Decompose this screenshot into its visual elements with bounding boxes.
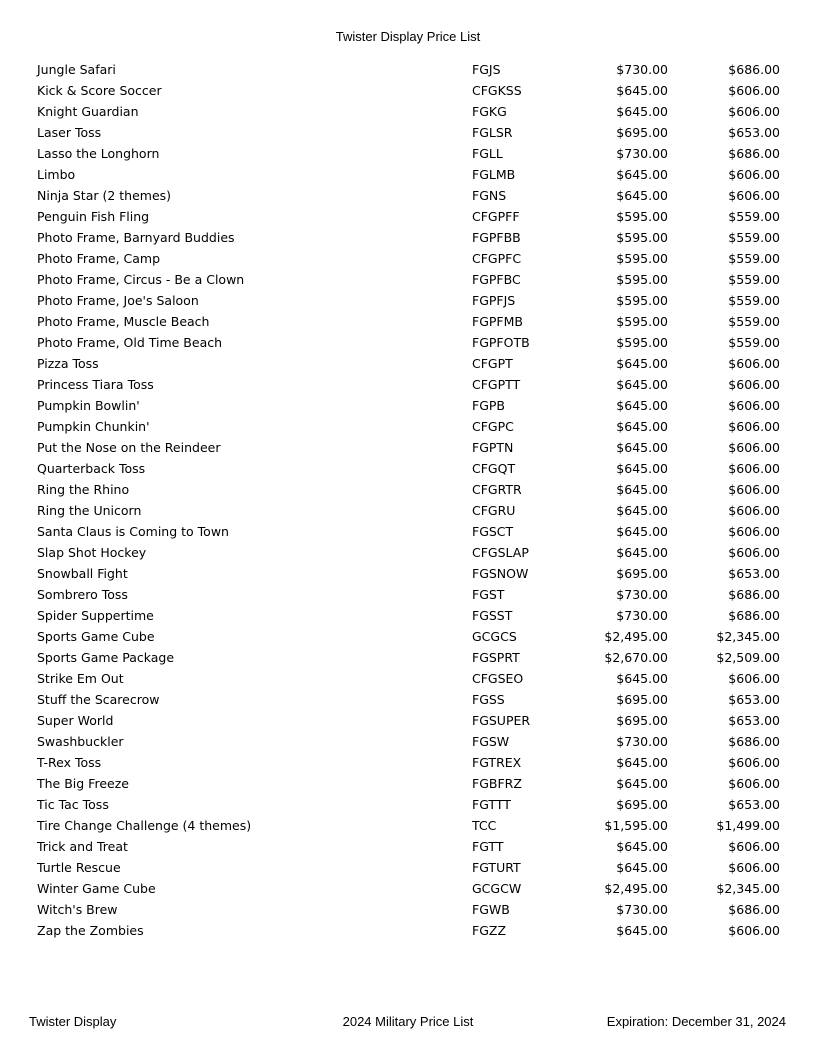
item-price: $645.00 (616, 860, 668, 875)
table-row (37, 248, 780, 269)
item-name: Limbo (37, 167, 76, 182)
table-row (37, 731, 780, 752)
item-military-price: $686.00 (728, 734, 780, 749)
item-code: CFGRU (472, 503, 516, 518)
item-military-price: $559.00 (728, 251, 780, 266)
item-price: $645.00 (616, 104, 668, 119)
item-military-price: $606.00 (728, 188, 780, 203)
table-row (37, 647, 780, 668)
item-name: Ring the Unicorn (37, 503, 142, 518)
item-military-price: $606.00 (728, 377, 780, 392)
item-code: FGWB (472, 902, 510, 917)
item-name: Sombrero Toss (37, 587, 128, 602)
item-name: Put the Nose on the Reindeer (37, 440, 221, 455)
item-price: $730.00 (616, 608, 668, 623)
table-row (37, 143, 780, 164)
item-military-price: $2,345.00 (716, 629, 780, 644)
item-code: FGPTN (472, 440, 514, 455)
item-name: Ninja Star (2 themes) (37, 188, 172, 203)
item-code: CFGQT (472, 461, 516, 476)
item-military-price: $653.00 (728, 713, 780, 728)
item-code: FGPFOTB (472, 335, 530, 350)
item-name: Pumpkin Chunkin' (37, 419, 150, 434)
item-price: $595.00 (616, 335, 668, 350)
table-row (37, 290, 780, 311)
item-price: $645.00 (616, 923, 668, 938)
item-price: $645.00 (616, 671, 668, 686)
table-row (37, 458, 780, 479)
item-name: Jungle Safari (37, 62, 116, 77)
table-row (37, 437, 780, 458)
item-code: CFGKSS (472, 83, 522, 98)
item-military-price: $686.00 (728, 587, 780, 602)
item-name: Photo Frame, Muscle Beach (37, 314, 210, 329)
item-name: Ring the Rhino (37, 482, 130, 497)
item-code: FGSW (472, 734, 510, 749)
item-military-price: $606.00 (728, 923, 780, 938)
item-price: $1,595.00 (604, 818, 668, 833)
item-military-price: $606.00 (728, 545, 780, 560)
item-name: Slap Shot Hockey (37, 545, 147, 560)
table-row (37, 773, 780, 794)
item-code: FGPFBB (472, 230, 521, 245)
item-code: FGTT (472, 839, 504, 854)
item-price: $645.00 (616, 545, 668, 560)
table-row (37, 353, 780, 374)
item-name: Quarterback Toss (37, 461, 146, 476)
item-military-price: $653.00 (728, 692, 780, 707)
item-military-price: $606.00 (728, 83, 780, 98)
item-code: FGLMB (472, 167, 516, 182)
item-name: The Big Freeze (37, 776, 129, 791)
table-row (37, 80, 780, 101)
item-price: $645.00 (616, 839, 668, 854)
item-name: Strike Em Out (37, 671, 124, 686)
item-name: Photo Frame, Joe's Saloon (37, 293, 199, 308)
item-code: FGSST (472, 608, 513, 623)
table-row (37, 668, 780, 689)
item-price: $595.00 (616, 314, 668, 329)
item-name: Spider Suppertime (37, 608, 154, 623)
item-name: Pizza Toss (37, 356, 99, 371)
table-row (37, 479, 780, 500)
item-price: $595.00 (616, 251, 668, 266)
item-code: CFGPT (472, 356, 513, 371)
item-name: T-Rex Toss (37, 755, 102, 770)
item-code: CFGRTR (472, 482, 522, 497)
table-row (37, 122, 780, 143)
table-row (37, 710, 780, 731)
table-row (37, 206, 780, 227)
item-code: FGNS (472, 188, 507, 203)
item-price: $730.00 (616, 62, 668, 77)
table-row (37, 920, 780, 941)
item-military-price: $559.00 (728, 272, 780, 287)
item-code: GCGCW (472, 881, 522, 896)
item-price: $645.00 (616, 83, 668, 98)
item-code: FGSPRT (472, 650, 520, 665)
item-price: $2,495.00 (604, 881, 668, 896)
item-name: Super World (37, 713, 114, 728)
item-code: FGSS (472, 692, 505, 707)
item-name: Swashbuckler (37, 734, 124, 749)
item-code: FGSUPER (472, 713, 531, 728)
table-row (37, 815, 780, 836)
item-price: $645.00 (616, 167, 668, 182)
item-code: FGKG (472, 104, 507, 119)
item-code: TCC (472, 818, 497, 833)
item-military-price: $606.00 (728, 776, 780, 791)
item-military-price: $686.00 (728, 62, 780, 77)
item-code: FGBFRZ (472, 776, 522, 791)
item-price: $730.00 (616, 587, 668, 602)
item-military-price: $559.00 (728, 230, 780, 245)
item-military-price: $686.00 (728, 608, 780, 623)
item-code: FGTREX (472, 755, 522, 770)
item-code: FGSNOW (472, 566, 529, 581)
item-military-price: $2,345.00 (716, 881, 780, 896)
item-price: $595.00 (616, 230, 668, 245)
table-row (37, 185, 780, 206)
item-code: FGPFBC (472, 272, 521, 287)
item-name: Knight Guardian (37, 104, 139, 119)
item-price: $730.00 (616, 734, 668, 749)
item-price: $595.00 (616, 293, 668, 308)
table-row (37, 395, 780, 416)
item-price: $645.00 (616, 776, 668, 791)
table-row (37, 626, 780, 647)
item-name: Lasso the Longhorn (37, 146, 160, 161)
item-price: $645.00 (616, 356, 668, 371)
item-name: Witch's Brew (37, 902, 118, 917)
footer-expiration: Expiration: December 31, 2024 (606, 1014, 786, 1029)
item-name: Sports Game Package (37, 650, 175, 665)
item-code: FGTURT (472, 860, 521, 875)
item-military-price: $606.00 (728, 398, 780, 413)
item-military-price: $653.00 (728, 566, 780, 581)
item-code: CFGPFF (472, 209, 520, 224)
item-code: FGPB (472, 398, 505, 413)
item-name: Trick and Treat (37, 839, 128, 854)
item-name: Photo Frame, Old Time Beach (37, 335, 223, 350)
item-code: GCGCS (472, 629, 517, 644)
table-row (37, 269, 780, 290)
item-code: FGST (472, 587, 505, 602)
table-row (37, 689, 780, 710)
item-code: FGTTT (472, 797, 511, 812)
item-code: CFGPFC (472, 251, 522, 266)
item-name: Sports Game Cube (37, 629, 155, 644)
item-price: $645.00 (616, 188, 668, 203)
item-military-price: $686.00 (728, 902, 780, 917)
item-price: $695.00 (616, 797, 668, 812)
item-name: Santa Claus is Coming to Town (37, 524, 229, 539)
item-name: Stuff the Scarecrow (37, 692, 160, 707)
item-price: $645.00 (616, 524, 668, 539)
item-name: Photo Frame, Circus - Be a Clown (37, 272, 245, 287)
table-row (37, 857, 780, 878)
table-row (37, 605, 780, 626)
item-name: Turtle Rescue (37, 860, 121, 875)
item-name: Photo Frame, Barnyard Buddies (37, 230, 235, 245)
table-row (37, 794, 780, 815)
item-military-price: $606.00 (728, 356, 780, 371)
item-code: FGZZ (472, 923, 507, 938)
item-code: CFGSEO (472, 671, 524, 686)
item-military-price: $606.00 (728, 440, 780, 455)
item-military-price: $606.00 (728, 503, 780, 518)
table-row (37, 542, 780, 563)
table-row (37, 878, 780, 899)
table-row (37, 164, 780, 185)
item-military-price: $606.00 (728, 419, 780, 434)
item-military-price: $606.00 (728, 755, 780, 770)
item-code: FGPFJS (472, 293, 516, 308)
item-price: $645.00 (616, 419, 668, 434)
item-name: Photo Frame, Camp (37, 251, 161, 266)
item-name: Princess Tiara Toss (37, 377, 154, 392)
table-row (37, 899, 780, 920)
item-name: Snowball Fight (37, 566, 128, 581)
item-price: $645.00 (616, 377, 668, 392)
item-code: FGJS (472, 62, 501, 77)
table-row (37, 752, 780, 773)
item-price: $645.00 (616, 461, 668, 476)
item-military-price: $606.00 (728, 524, 780, 539)
item-code: FGLSR (472, 125, 513, 140)
item-military-price: $653.00 (728, 125, 780, 140)
item-military-price: $559.00 (728, 209, 780, 224)
item-code: CFGPC (472, 419, 514, 434)
table-row (37, 374, 780, 395)
item-name: Penguin Fish Fling (37, 209, 150, 224)
item-name: Tic Tac Toss (37, 797, 109, 812)
item-code: CFGSLAP (472, 545, 529, 560)
item-military-price: $2,509.00 (716, 650, 780, 665)
item-military-price: $653.00 (728, 797, 780, 812)
item-military-price: $1,499.00 (716, 818, 780, 833)
item-military-price: $606.00 (728, 167, 780, 182)
item-military-price: $606.00 (728, 461, 780, 476)
item-name: Laser Toss (37, 125, 102, 140)
item-military-price: $606.00 (728, 482, 780, 497)
table-row (37, 584, 780, 605)
table-row (37, 836, 780, 857)
item-price: $595.00 (616, 272, 668, 287)
item-name: Kick & Score Soccer (37, 83, 162, 98)
item-price: $595.00 (616, 209, 668, 224)
table-row (37, 500, 780, 521)
item-price: $730.00 (616, 146, 668, 161)
item-military-price: $559.00 (728, 335, 780, 350)
price-table (37, 59, 780, 941)
item-military-price: $559.00 (728, 293, 780, 308)
table-row (37, 311, 780, 332)
footer-list-name: 2024 Military Price List (342, 1014, 474, 1029)
table-row (37, 563, 780, 584)
item-price: $645.00 (616, 482, 668, 497)
item-price: $695.00 (616, 566, 668, 581)
item-price: $730.00 (616, 902, 668, 917)
table-row (37, 101, 780, 122)
page-title: Twister Display Price List (335, 29, 481, 44)
footer-company: Twister Display (29, 1014, 117, 1029)
item-price: $695.00 (616, 713, 668, 728)
item-code: FGSCT (472, 524, 514, 539)
item-military-price: $559.00 (728, 314, 780, 329)
item-price: $645.00 (616, 440, 668, 455)
item-price: $645.00 (616, 503, 668, 518)
item-price: $695.00 (616, 692, 668, 707)
table-row (37, 332, 780, 353)
table-row (37, 416, 780, 437)
item-code: FGLL (472, 146, 503, 161)
table-row (37, 59, 780, 80)
item-price: $645.00 (616, 398, 668, 413)
item-military-price: $606.00 (728, 671, 780, 686)
table-row (37, 521, 780, 542)
item-code: CFGPTT (472, 377, 521, 392)
item-price: $695.00 (616, 125, 668, 140)
item-price: $2,670.00 (604, 650, 668, 665)
item-military-price: $606.00 (728, 860, 780, 875)
item-name: Winter Game Cube (37, 881, 156, 896)
item-name: Pumpkin Bowlin' (37, 398, 140, 413)
item-price: $645.00 (616, 755, 668, 770)
item-name: Tire Change Challenge (4 themes) (37, 818, 252, 833)
item-military-price: $606.00 (728, 839, 780, 854)
item-name: Zap the Zombies (37, 923, 144, 938)
table-row (37, 227, 780, 248)
item-military-price: $606.00 (728, 104, 780, 119)
item-code: FGPFMB (472, 314, 523, 329)
item-price: $2,495.00 (604, 629, 668, 644)
item-military-price: $686.00 (728, 146, 780, 161)
